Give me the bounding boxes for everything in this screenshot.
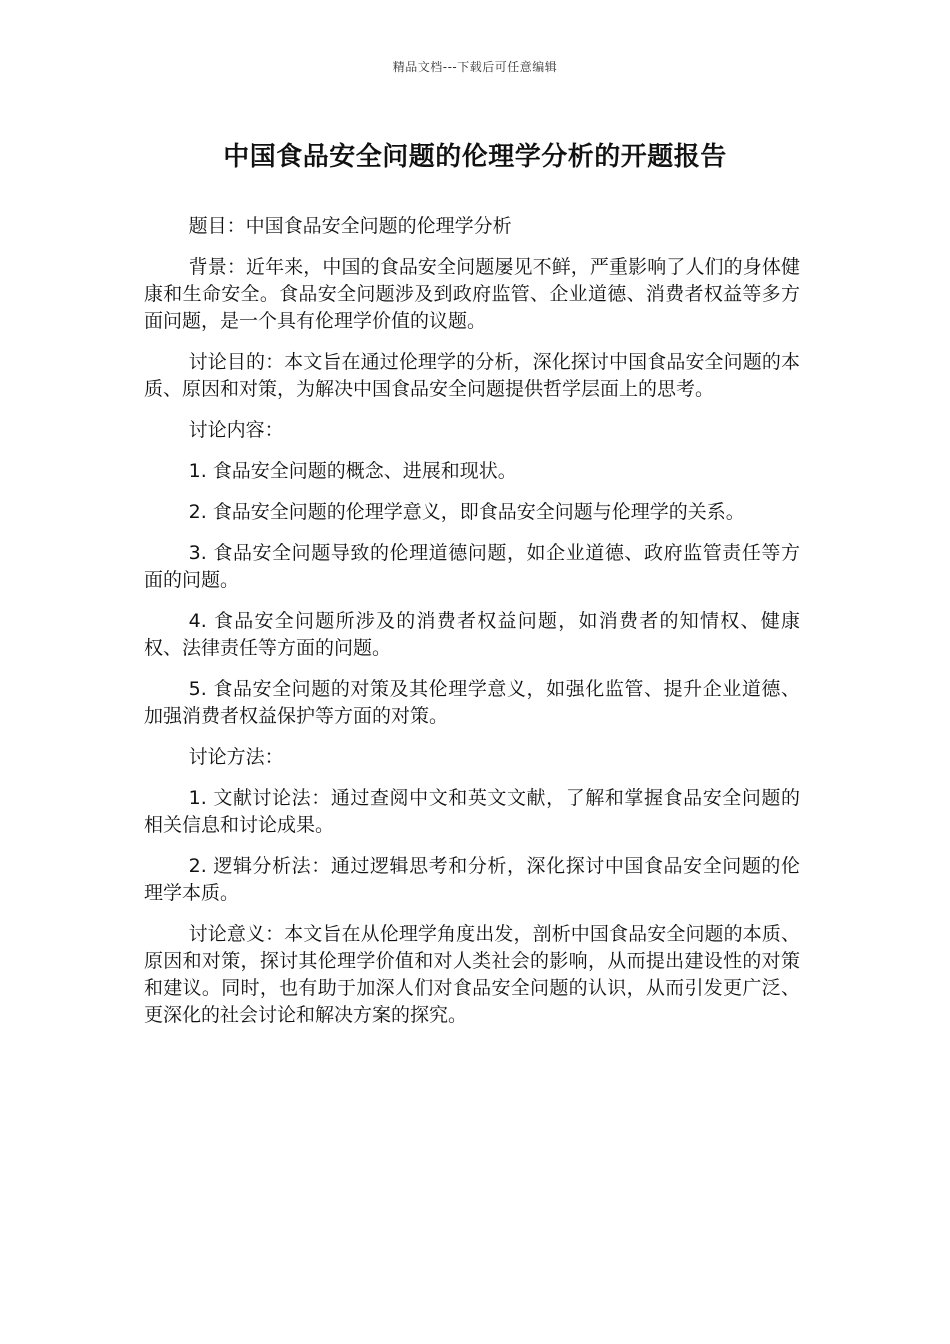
paragraph-significance: 讨论意义：本文旨在从伦理学角度出发，剖析中国食品安全问题的本质、原因和对策，探讨其伦理学价值和对人类社会的影响，从而提出建设性的对策和建议。同时，也有助于加深人们对食品安全问题的认识，从而引发更广泛、更深化的社会讨论和解决方案的探究。 <box>144 923 800 1026</box>
paragraph-content-item-5: 5. 食品安全问题的对策及其伦理学意义，如强化监管、提升企业道德、加强消费者权益保护等方面的对策。 <box>144 678 800 727</box>
document-body <box>144 213 800 1043</box>
paragraph-method-item-2: 2. 逻辑分析法：通过逻辑思考和分析，深化探讨中国食品安全问题的伦理学本质。 <box>144 855 800 904</box>
paragraph-purpose: 讨论目的：本文旨在通过伦理学的分析，深化探讨中国食品安全问题的本质、原因和对策，为解决中国食品安全问题提供哲学层面上的思考。 <box>144 351 800 400</box>
document-title: 中国食品安全问题的伦理学分析的开题报告 <box>223 142 727 172</box>
paragraph-background: 背景：近年来，中国的食品安全问题屡见不鲜，严重影响了人们的身体健康和生命安全。食品安全问题涉及到政府监管、企业道德、消费者权益等多方面问题，是一个具有伦理学价值的议题。 <box>144 256 800 332</box>
header-note: 精品文档---下载后可任意编辑 <box>392 60 558 74</box>
paragraph-content-item-1: 1. 食品安全问题的概念、进展和现状。 <box>188 460 517 482</box>
paragraph-content-item-2: 2. 食品安全问题的伦理学意义，即食品安全问题与伦理学的关系。 <box>188 501 745 523</box>
paragraph-content-heading: 讨论内容： <box>188 419 284 441</box>
paragraph-method-heading: 讨论方法： <box>188 746 284 768</box>
paragraph-content-item-3: 3. 食品安全问题导致的伦理道德问题，如企业道德、政府监管责任等方面的问题。 <box>144 542 800 591</box>
paragraph-topic: 题目：中国食品安全问题的伦理学分析 <box>188 215 512 237</box>
paragraph-method-item-1: 1. 文献讨论法：通过查阅中文和英文文献，了解和掌握食品安全问题的相关信息和讨论成果。 <box>144 787 800 836</box>
paragraph-content-item-4: 4. 食品安全问题所涉及的消费者权益问题，如消费者的知情权、健康权、法律责任等方面的问题。 <box>144 610 800 659</box>
